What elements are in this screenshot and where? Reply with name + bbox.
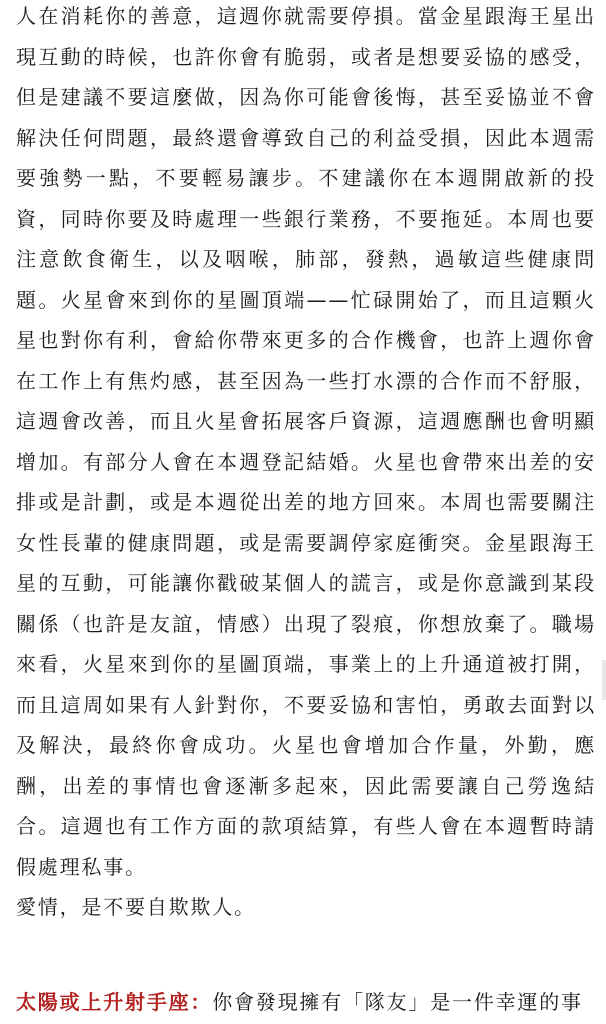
article-body xyxy=(16,0,596,1022)
love-summary-line: 愛情，是不要自欺欺人。 xyxy=(16,895,256,919)
section-spacer xyxy=(16,928,596,982)
scrollbar-thumb[interactable] xyxy=(602,660,606,700)
next-section-paragraph xyxy=(16,982,596,1023)
horoscope-paragraph: 人在消耗你的善意，這週你就需要停損。當金星跟海王星出現互動的時候，也許你會有脆弱，或者是想要妥協的感受，但是建議不要這麼做，因為你可能會後悔，甚至妥協並不會解決任何問題，最終還會導致自己的利益受損，因此本週需要強勢一點，不要輕易讓步。不建議你在本週開啟新的投資，同時你要及時處理一些銀行業務，不要拖延。本周也要注意飲食衛生，以及咽喉，肺部，發熱，過敏這些健康問題。火星會來到你的星圖頂端——忙碌開始了，而且這顆火星也對你有利，會給你帶來更多的合作機會，也許上週你會在工作上有焦灼感，甚至因為一些打水漂的合作而不舒服，這週會改善，而且火星會拓展客戶資源，這週應酬也會明顯增加。有部分人會在本週登記結婚。火星也會帶來出差的安排或是計劃，或是本週從出差的地方回來。本周也需要關注女性長輩的健康問題，或是需要調停家庭衝突。金星跟海王星的互動，可能讓你戳破某個人的謊言，或是你意識到某段關係（也許是友誼，情感）出現了裂痕，你想放棄了。職場來看，火星來到你的星圖頂端，事業上的上升通道被打開，而且這周如果有人針對你，不要妥協和害怕，勇敢去面對以及解決，最終你會成功。火星也會增加合作量，外勤，應酬，出差的事情也會逐漸多起來，因此需要讓自己勞逸結合。這週也有工作方面的款項結算，有些人會在本週暫時請假處理私事。 xyxy=(16,4,596,879)
section-heading-sagittarius: 太陽或上升射手座： xyxy=(16,989,213,1014)
section-intro-text: 你會發現擁有「隊友」是一件幸運的事 xyxy=(212,989,583,1014)
